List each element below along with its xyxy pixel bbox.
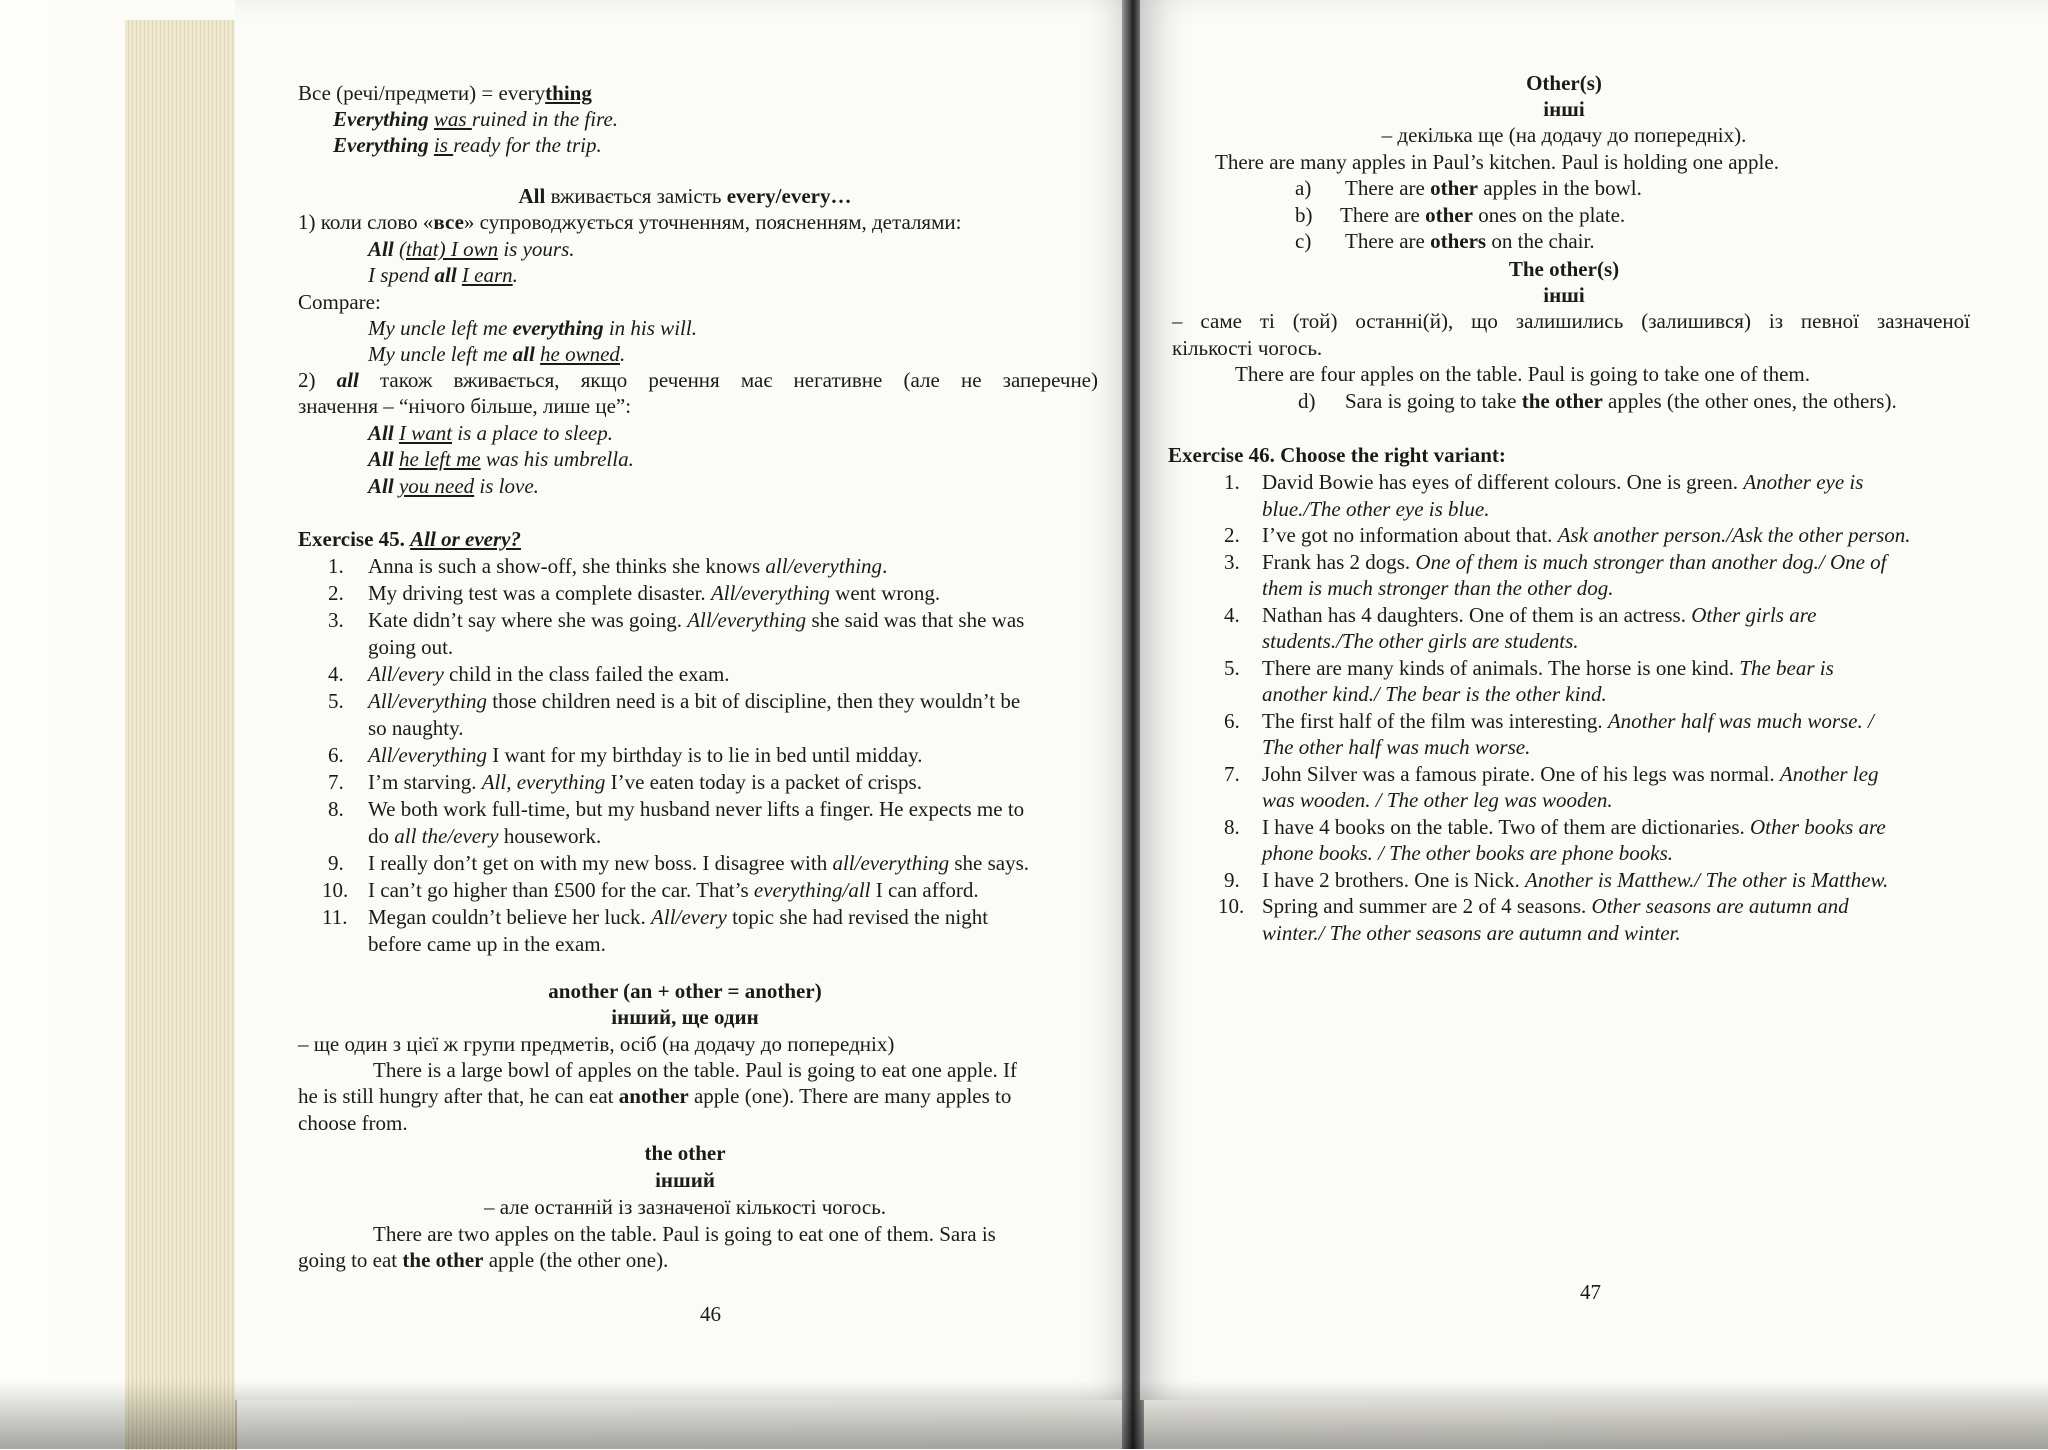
exercise-item: Kate didn’t say where she was going. All/everything she said was that she was bbox=[368, 608, 1025, 632]
exercise-item: Megan couldn’t believe her luck. All/every topic she had revised the night bbox=[368, 905, 989, 929]
exercise-item: I’ve got no information about that. Ask another person./Ask the other person. bbox=[1262, 523, 1911, 547]
item-number: 3. bbox=[328, 608, 344, 632]
item-number: 2. bbox=[328, 581, 344, 605]
exercise-item: I have 4 books on the table. Two of them are dictionaries. Other books are bbox=[1262, 814, 1886, 839]
the-other-translation: інший bbox=[655, 1168, 715, 1192]
rule-paragraph: 2) all також вживається, якщо речення має негативне (але не заперечне) bbox=[298, 368, 1098, 392]
exercise-item: Spring and summer are 2 of 4 seasons. Other seasons are autumn and bbox=[1262, 894, 1849, 918]
item-number: 10. bbox=[1218, 894, 1245, 918]
exercise-item: All/everything I want for my birthday is to lie in bed until midday. bbox=[368, 743, 923, 767]
item-number: 7. bbox=[1224, 761, 1240, 786]
example-line: All you need is love. bbox=[368, 474, 539, 498]
exercise-item: I’m starving. All, everything I’ve eaten today is a packet of crisps. bbox=[368, 770, 922, 794]
the-others-translation: інші bbox=[1543, 283, 1585, 307]
bottom-shadow bbox=[0, 1380, 2048, 1449]
right-page bbox=[1140, 0, 2048, 1400]
item-number: 9. bbox=[1224, 867, 1240, 892]
item-number: 6. bbox=[328, 743, 344, 767]
example-line: All (that) I own is yours. bbox=[368, 237, 575, 261]
sub-example-d-text: Sara is going to take the other apples (the other ones, the others). bbox=[1345, 389, 1897, 413]
item-number: 1. bbox=[1224, 470, 1240, 494]
another-paragraph: There is a large bowl of apples on the table. Paul is going to eat one apple. If bbox=[373, 1058, 1018, 1082]
exercise-item: We both work full-time, but my husband never lifts a finger. He expects me to bbox=[368, 797, 1025, 821]
item-number: 7. bbox=[328, 770, 344, 794]
example-line: All I want is a place to sleep. bbox=[368, 421, 613, 445]
exercise-item: so naughty. bbox=[368, 716, 464, 740]
exercise-item: There are many kinds of animals. The horse is one kind. The bear is bbox=[1262, 655, 1834, 680]
page-number: 47 bbox=[1580, 1280, 1601, 1304]
exercise-item: Anna is such a show-off, she thinks she knows all/everything. bbox=[368, 554, 888, 578]
exercise-item: John Silver was a famous pirate. One of his legs was normal. Another leg bbox=[1262, 761, 1879, 786]
item-number: 11. bbox=[322, 905, 348, 929]
exercise-item: I can’t go higher than £500 for the car. That’s everything/all I can afford. bbox=[368, 878, 979, 902]
the-other-definition: – але останній із зазначеної кількості чогось. bbox=[483, 1195, 887, 1219]
exercise-item: The other half was much worse. bbox=[1262, 735, 1531, 759]
sub-example-a-text: There are other apples in the bowl. bbox=[1345, 176, 1642, 200]
rule-everything: Все (речі/предмети) = everything bbox=[298, 81, 592, 105]
exercise-item: blue./The other eye is blue. bbox=[1262, 496, 1490, 521]
left-page bbox=[235, 0, 1135, 1400]
section-heading: All вживається замість every/every… bbox=[518, 184, 852, 208]
example-line: I spend all I earn. bbox=[368, 263, 518, 287]
others-paragraph: There are many apples in Paul’s kitchen. Paul is holding one apple. bbox=[1215, 150, 1779, 174]
item-number: 5. bbox=[1224, 655, 1240, 680]
the-others-definition: кількості чогось. bbox=[1172, 336, 1323, 360]
exercise-item: The first half of the film was interesting. Another half was much worse. / bbox=[1262, 708, 1874, 733]
exercise-item: I have 2 brothers. One is Nick. Another is Matthew./ The other is Matthew. bbox=[1262, 867, 1889, 892]
example-line: My uncle left me all he owned. bbox=[368, 342, 626, 366]
item-number: 1. bbox=[328, 554, 344, 578]
item-number: 4. bbox=[1224, 602, 1240, 627]
the-others-definition: – саме ті (той) останні(й), що залишились (залишився) із певної зазначеної bbox=[1172, 309, 1970, 333]
exercise-item: students./The other girls are students. bbox=[1262, 629, 1579, 653]
sub-example-b: b) bbox=[1295, 203, 1313, 227]
exercise-item: before came up in the exam. bbox=[368, 932, 606, 956]
the-other-paragraph: going to eat the other apple (the other one). bbox=[298, 1248, 669, 1272]
others-heading: Other(s) bbox=[1526, 71, 1602, 95]
the-other-paragraph: There are two apples on the table. Paul is going to eat one of them. Sara is bbox=[373, 1222, 996, 1246]
rule-paragraph: значення – “нічого більше, лише це”: bbox=[298, 394, 632, 418]
item-number: 9. bbox=[328, 851, 344, 875]
exercise-item: My driving test was a complete disaster. All/everything went wrong. bbox=[368, 581, 941, 605]
sub-example-c: c) bbox=[1295, 229, 1312, 253]
item-number: 4. bbox=[328, 662, 344, 686]
item-number: 2. bbox=[1224, 523, 1240, 547]
exercise-item: Frank has 2 dogs. One of them is much stronger than another dog./ One of bbox=[1262, 549, 1887, 574]
item-number: 6. bbox=[1224, 708, 1240, 733]
another-paragraph: choose from. bbox=[298, 1111, 408, 1135]
exercise-item: was wooden. / The other leg was wooden. bbox=[1262, 788, 1613, 812]
page-number: 46 bbox=[700, 1302, 721, 1326]
exercise-item: Nathan has 4 daughters. One of them is an actress. Other girls are bbox=[1262, 602, 1817, 627]
another-heading: another (an + other = another) bbox=[548, 979, 822, 1003]
compare-label: Compare: bbox=[298, 290, 381, 314]
the-other-heading: the other bbox=[644, 1141, 726, 1165]
example-line: All he left me was his umbrella. bbox=[368, 447, 634, 471]
another-translation: інший, ще один bbox=[611, 1005, 759, 1029]
sub-example-c-text: There are others on the chair. bbox=[1345, 229, 1595, 253]
exercise-item: another kind./ The bear is the other kind. bbox=[1262, 682, 1607, 706]
example-line: My uncle left me everything in his will. bbox=[368, 316, 697, 340]
exercise-item: David Bowie has eyes of different colours. One is green. Another eye is bbox=[1262, 470, 1864, 494]
others-definition: – декілька ще (на додачу до попередніх). bbox=[1381, 123, 1747, 147]
example-line: Everything was ruined in the fire. bbox=[333, 107, 619, 131]
another-paragraph: he is still hungry after that, he can eat another apple (one). There are many apples to bbox=[298, 1084, 1012, 1108]
others-translation: інші bbox=[1543, 97, 1585, 121]
the-others-heading: The other(s) bbox=[1508, 257, 1620, 281]
item-number: 3. bbox=[1224, 549, 1240, 574]
exercise-item: winter./ The other seasons are autumn and winter. bbox=[1262, 920, 1681, 945]
exercise-item: I really don’t get on with my new boss. I disagree with all/everything she says. bbox=[368, 851, 1030, 875]
exercise-item: them is much stronger than the other dog. bbox=[1262, 576, 1614, 600]
the-others-paragraph: There are four apples on the table. Paul is going to take one of them. bbox=[1235, 362, 1810, 386]
exercise-item: going out. bbox=[368, 635, 454, 659]
exercise-item: phone books. / The other books are phone books. bbox=[1262, 841, 1673, 865]
exercise-item: do all the/every housework. bbox=[368, 824, 602, 848]
exercise-item: All/everything those children need is a bit of discipline, then they wouldn’t be bbox=[368, 689, 1021, 713]
another-definition: – ще один з цієї ж групи предметів, осіб (на додачу до попередніх) bbox=[298, 1032, 895, 1056]
item-number: 10. bbox=[322, 878, 349, 902]
item-number: 5. bbox=[328, 689, 344, 713]
item-number: 8. bbox=[328, 797, 344, 821]
exercise-46-title: Exercise 46. Choose the right variant: bbox=[1168, 443, 1506, 467]
example-line: Everything is ready for the trip. bbox=[333, 133, 602, 157]
rule-paragraph: 1) коли слово «все» супроводжується уточненням, поясненням, деталями: bbox=[298, 210, 962, 234]
sub-example-b-text: There are other ones on the plate. bbox=[1340, 203, 1626, 227]
item-number: 8. bbox=[1224, 814, 1240, 839]
sub-example-a: a) bbox=[1295, 176, 1312, 200]
exercise-45-title: Exercise 45. All or every? bbox=[298, 527, 521, 551]
exercise-item: All/every child in the class failed the exam. bbox=[368, 662, 730, 686]
sub-example-d: d) bbox=[1298, 389, 1316, 413]
page-edges bbox=[125, 20, 237, 1450]
